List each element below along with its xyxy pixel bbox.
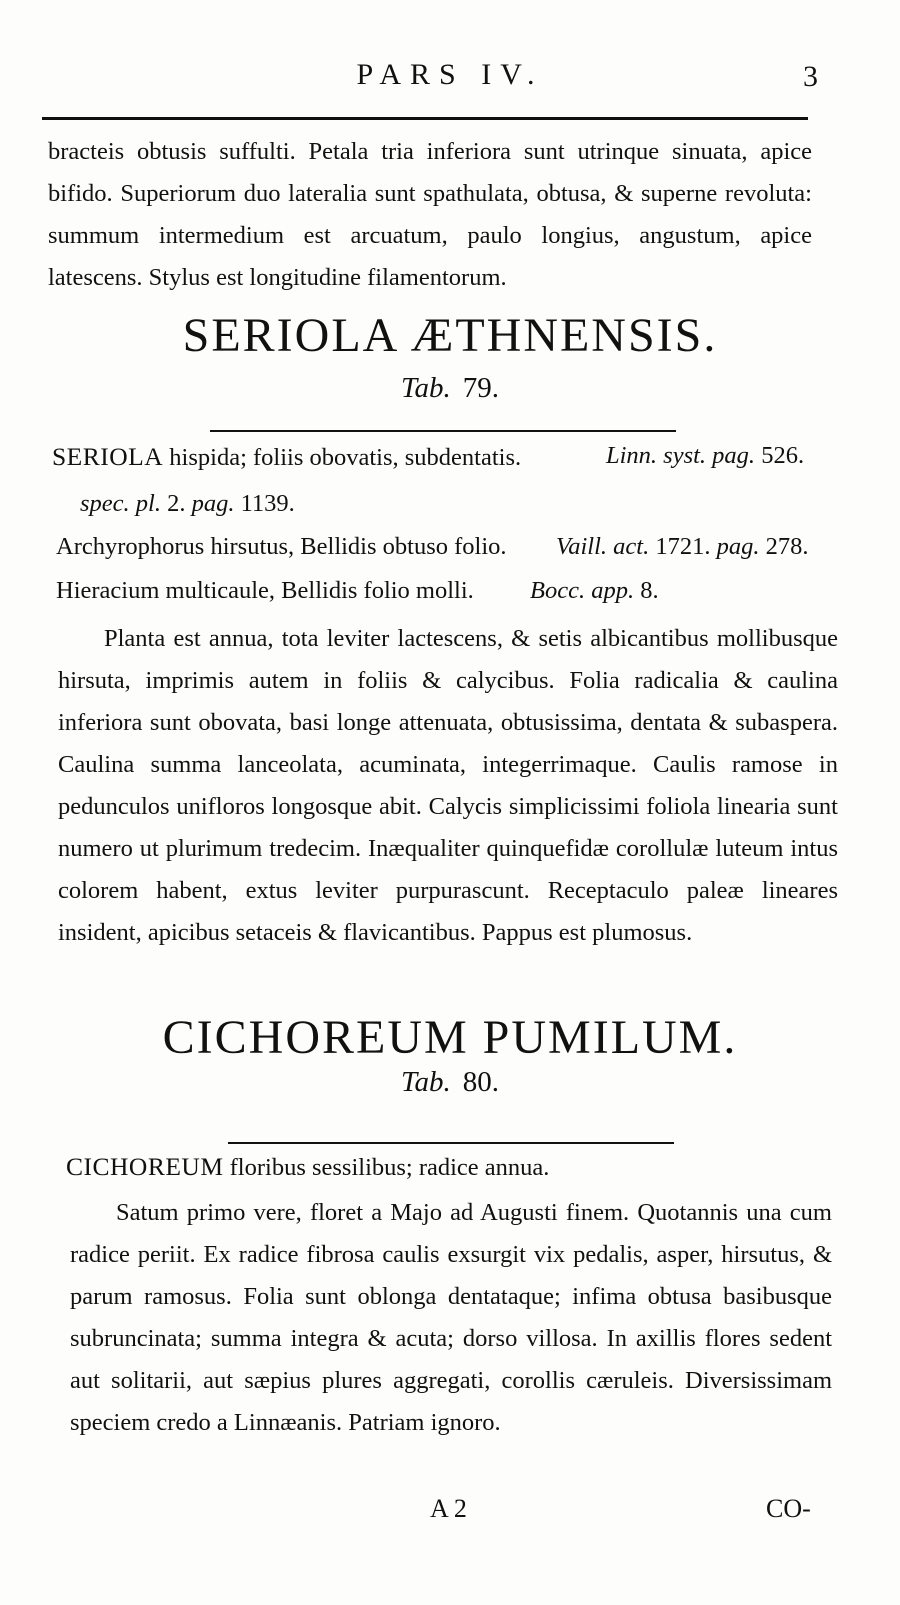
ref-source: Vaill. act. [556,533,650,560]
synonym-text: hispida; foliis obovatis, subdentatis. [169,444,522,471]
cichoreum-heading: CICHOREUM PUMILUM. [162,1011,738,1064]
synonym-genus: SERIOLA [52,442,164,471]
seriola-synonym-2: Archyrophorus hirsutus, Bellidis obtuso folio. [56,533,507,560]
synonym-text: floribus sessilibus; radice annua. [229,1154,550,1181]
seriola-description-text: Planta est annua, tota leviter lactescens, & setis albicantibus mollibusque hirsuta, imprimis autem in foliis & calycibus. Folia radicalia & caulina inferiora sunt obovata, basi longe attenuata, obtusissima, dentata & subaspera. Caulina summa lanceolata, acuminata, integerrimaque. Caulis ramose in pedunculos unifloros longosque abit. Calycis simplicissimi foliola linearia sunt numero ut plurimum tredecim. Inæqualiter quinquefidæ corollulæ luteum intus colorem habent, extus leviter purpurascunt. Receptaculo paleæ lineares insident, apicibus setaceis & flavicantibus. Pappus est plumosus. [58,625,838,946]
cichoreum-tab-line [0,1066,900,1099]
seriola-tab-line [0,372,900,405]
cichoreum-description [70,1192,832,1444]
ref-source: Linn. syst. pag. [606,442,756,469]
ref-source: pag. [716,533,760,560]
seriola-synonym-3-ref [530,577,659,605]
running-head [0,58,900,98]
cichoreum-tab-number: 80. [462,1066,499,1098]
page-number: 3 [803,60,818,93]
seriola-synonym-1 [52,442,521,472]
ref-number: 2. [167,490,186,517]
running-title: PARS IV. [356,58,544,91]
seriola-tab-label: Tab. [401,372,451,404]
ref-number: 8. [640,577,659,604]
seriola-heading: SERIOLA ÆTHNENSIS. [182,309,718,362]
cichoreum-tab-label: Tab. [401,1066,451,1098]
ref-number: 1139. [240,490,295,517]
cichoreum-synonym-1 [66,1152,549,1182]
cichoreum-rule [228,1142,674,1144]
seriola-description [58,618,838,954]
ref-number: 526. [761,442,805,469]
signature-mark: A 2 [430,1494,467,1523]
ref-number: 278. [765,533,809,560]
ref-source: spec. pl. [80,490,161,517]
catchword: CO- [766,1494,811,1523]
ref-source: Bocc. app. [530,577,635,604]
intro-paragraph: bracteis obtusis suffulti. Petala tria inferiora sunt utrinque sinuata, apice bifido. Superiorum duo lateralia sunt spathulata, obtusa, & superne revoluta: summum intermedium est arcuatum, paulo longius, angustum, apice latescens. Stylus est longitudine filamentorum. [48,138,812,291]
seriola-rule [210,430,676,432]
ref-number: 1721. [655,533,711,560]
seriola-synonym-1-ref-2 [80,490,295,518]
cichoreum-description-text: Satum primo vere, floret a Majo ad Augusti finem. Quotannis una cum radice periit. Ex radice fibrosa caulis exsurgit vix pedalis, asper, hirsutus, & parum ramosus. Folia sunt oblonga dentataque; infima obtusa basibusque subruncinata; summa integra & acuta; dorso villosa. In axillis flores sedent aut solitarii, aut sæpius plures aggregati, corollis cæruleis. Diversissimam speciem credo a Linnæanis. Patriam ignoro. [70,1199,832,1436]
seriola-synonym-1-ref [606,442,804,470]
seriola-synonym-2-ref [556,533,808,561]
synonym-genus: CICHOREUM [66,1152,224,1181]
seriola-synonym-3: Hieracium multicaule, Bellidis folio molli. [56,577,474,604]
header-rule [42,117,808,120]
seriola-tab-number: 79. [462,372,499,404]
ref-source: pag. [191,490,235,517]
